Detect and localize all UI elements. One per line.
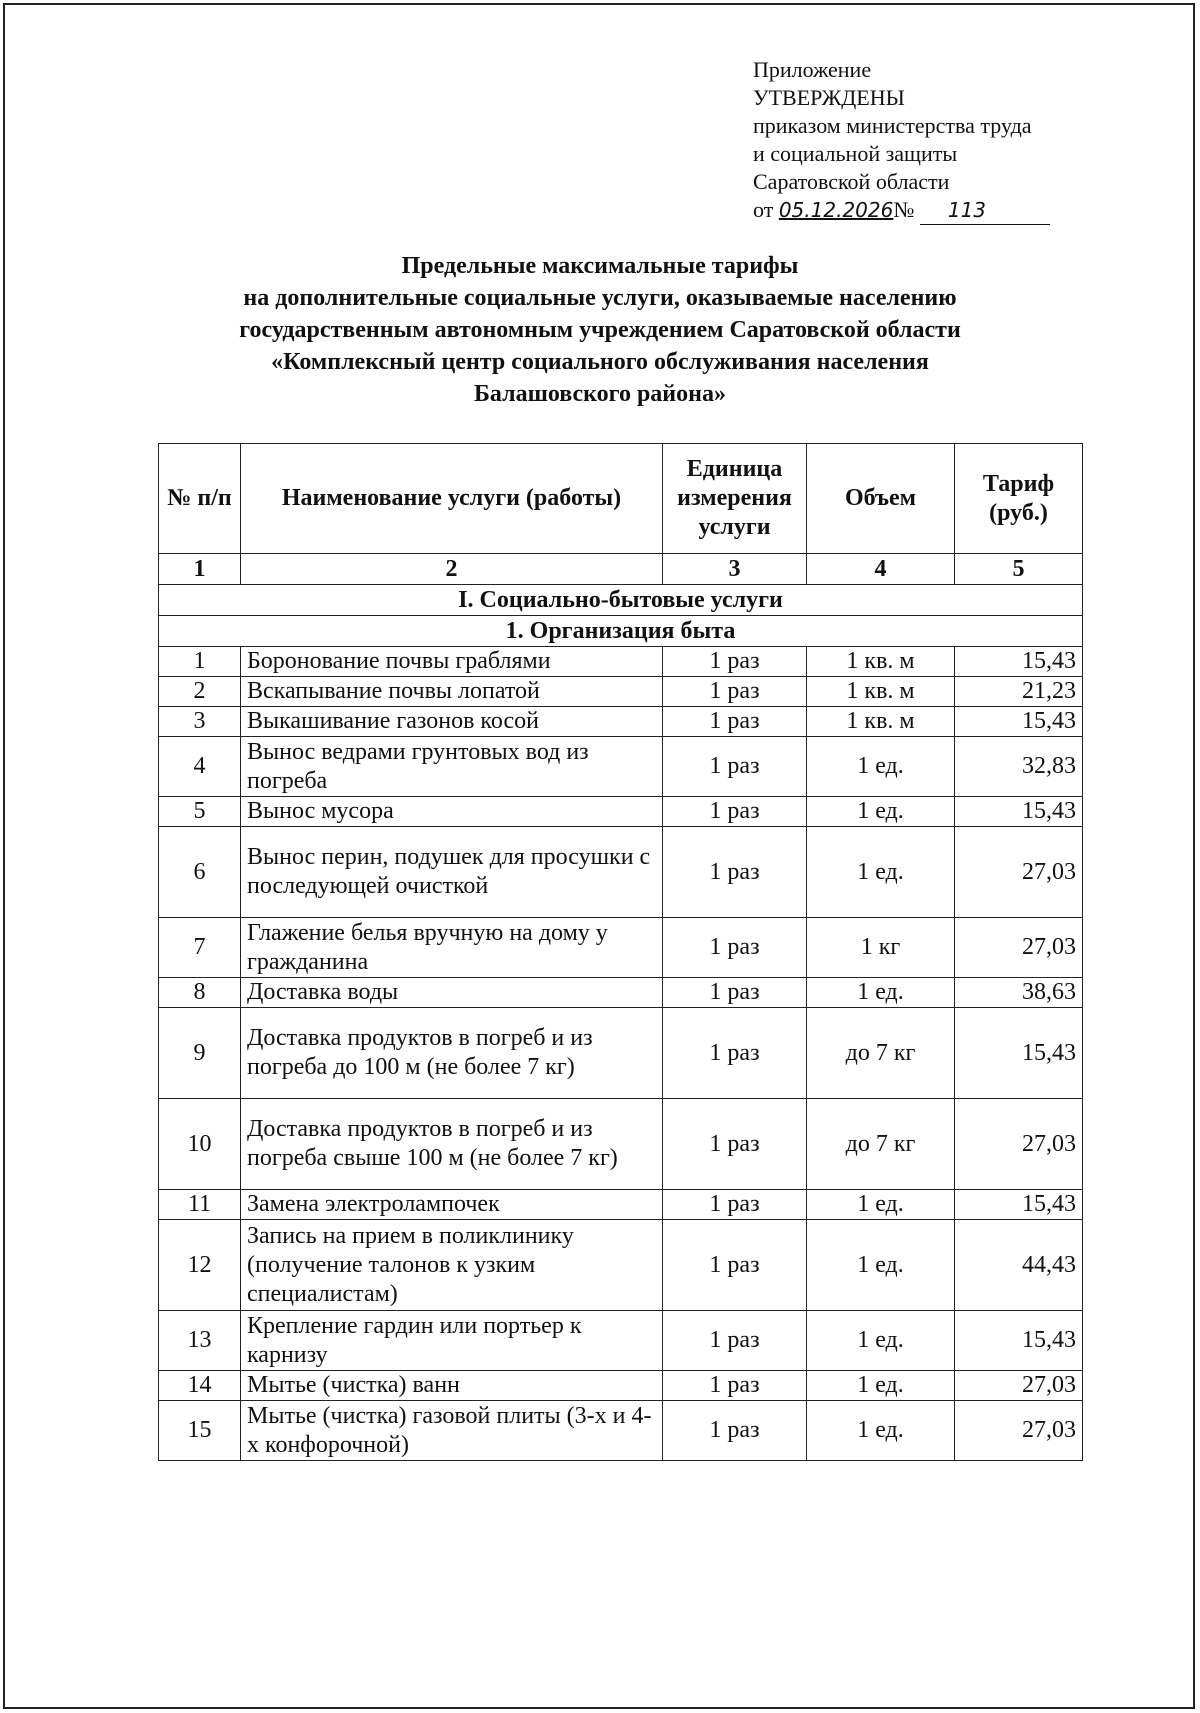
row-number: 11 — [159, 1190, 241, 1220]
unit-cell: 1 раз — [663, 1401, 807, 1461]
volume-cell: до 7 кг — [807, 1099, 955, 1190]
volume-cell: 1 ед. — [807, 1371, 955, 1401]
service-name: Мытье (чистка) ванн — [241, 1371, 663, 1401]
price-cell: 44,43 — [955, 1220, 1083, 1311]
column-number: 2 — [241, 554, 663, 585]
title-line-2: на дополнительные социальные услуги, оказываемые населению — [243, 285, 957, 311]
title-line-3: государственным автономным учреждением Саратовской области — [239, 317, 961, 343]
row-number: 4 — [159, 737, 241, 797]
table-row — [159, 1008, 1083, 1099]
table-row — [159, 797, 1083, 827]
price-cell: 15,43 — [955, 1190, 1083, 1220]
order-number: 113 — [920, 196, 1050, 225]
header-num: № п/п — [159, 444, 241, 554]
column-number: 4 — [807, 554, 955, 585]
header-volume: Объем — [807, 444, 955, 554]
date-prefix: от — [753, 197, 774, 222]
row-number: 6 — [159, 827, 241, 918]
volume-cell: 1 ед. — [807, 827, 955, 918]
unit-cell: 1 раз — [663, 1220, 807, 1311]
table-row — [159, 677, 1083, 707]
row-number: 5 — [159, 797, 241, 827]
subsection-row — [159, 616, 1083, 647]
row-number: 3 — [159, 707, 241, 737]
unit-cell: 1 раз — [663, 827, 807, 918]
row-number: 15 — [159, 1401, 241, 1461]
volume-cell: до 7 кг — [807, 1008, 955, 1099]
table-row — [159, 918, 1083, 978]
region-label: Саратовской области — [753, 169, 950, 194]
table-row — [159, 1401, 1083, 1461]
price-cell: 15,43 — [955, 647, 1083, 677]
column-number: 1 — [159, 554, 241, 585]
unit-cell: 1 раз — [663, 1371, 807, 1401]
service-name: Вскапывание почвы лопатой — [241, 677, 663, 707]
volume-cell: 1 ед. — [807, 737, 955, 797]
table-row — [159, 707, 1083, 737]
unit-cell: 1 раз — [663, 797, 807, 827]
tariff-table — [158, 443, 1083, 1461]
volume-cell: 1 ед. — [807, 978, 955, 1008]
table-row — [159, 1190, 1083, 1220]
service-name: Боронование почвы граблями — [241, 647, 663, 677]
unit-cell: 1 раз — [663, 978, 807, 1008]
row-number: 13 — [159, 1311, 241, 1371]
table-row — [159, 737, 1083, 797]
volume-cell: 1 ед. — [807, 1220, 955, 1311]
unit-cell: 1 раз — [663, 1099, 807, 1190]
appendix-label: Приложение — [753, 57, 872, 82]
price-cell: 15,43 — [955, 1008, 1083, 1099]
price-cell: 15,43 — [955, 1311, 1083, 1371]
approved-label: УТВЕРЖДЕНЫ — [753, 85, 905, 110]
unit-cell: 1 раз — [663, 737, 807, 797]
row-number: 12 — [159, 1220, 241, 1311]
unit-cell: 1 раз — [663, 1008, 807, 1099]
unit-cell: 1 раз — [663, 918, 807, 978]
title-line-4: «Комплексный центр социального обслуживания населения — [271, 349, 929, 375]
price-cell: 27,03 — [955, 1401, 1083, 1461]
table-row — [159, 827, 1083, 918]
row-number: 10 — [159, 1099, 241, 1190]
column-number-row — [159, 554, 1083, 585]
column-number: 3 — [663, 554, 807, 585]
volume-cell: 1 ед. — [807, 1401, 955, 1461]
price-cell: 27,03 — [955, 1371, 1083, 1401]
order-date: 05.12.2026 — [778, 198, 894, 222]
volume-cell: 1 кг — [807, 918, 955, 978]
approval-block — [753, 56, 1050, 225]
order-date-line — [753, 196, 1050, 225]
table-row — [159, 1311, 1083, 1371]
unit-cell: 1 раз — [663, 677, 807, 707]
table-row — [159, 647, 1083, 677]
order-label: приказом министерства труда — [753, 113, 1032, 138]
row-number: 2 — [159, 677, 241, 707]
price-cell: 15,43 — [955, 797, 1083, 827]
price-cell: 15,43 — [955, 707, 1083, 737]
volume-cell: 1 кв. м — [807, 647, 955, 677]
row-number: 7 — [159, 918, 241, 978]
unit-cell: 1 раз — [663, 647, 807, 677]
service-name: Доставка продуктов в погреб и из погреба до 100 м (не более 7 кг) — [241, 1008, 663, 1099]
table-row — [159, 978, 1083, 1008]
price-cell: 27,03 — [955, 918, 1083, 978]
service-name: Запись на прием в поликлинику (получение талонов к узким специалистам) — [241, 1220, 663, 1311]
service-name: Крепление гардин или портьер к карнизу — [241, 1311, 663, 1371]
service-name: Доставка воды — [241, 978, 663, 1008]
volume-cell: 1 кв. м — [807, 707, 955, 737]
row-number: 1 — [159, 647, 241, 677]
service-name: Глажение белья вручную на дому у гражданина — [241, 918, 663, 978]
service-name: Мытье (чистка) газовой плиты (3-х и 4-х конфорочной) — [241, 1401, 663, 1461]
volume-cell: 1 ед. — [807, 1311, 955, 1371]
service-name: Вынос перин, подушек для просушки с последующей очисткой — [241, 827, 663, 918]
table-row — [159, 1371, 1083, 1401]
price-cell: 32,83 — [955, 737, 1083, 797]
service-name: Доставка продуктов в погреб и из погреба свыше 100 м (не более 7 кг) — [241, 1099, 663, 1190]
ministry-label: и социальной защиты — [753, 141, 958, 166]
title-line-1: Предельные максимальные тарифы — [401, 253, 799, 279]
number-prefix: № — [893, 197, 915, 222]
price-cell: 21,23 — [955, 677, 1083, 707]
volume-cell: 1 ед. — [807, 1190, 955, 1220]
section-row — [159, 585, 1083, 616]
section-title: I. Социально-бытовые услуги — [159, 585, 1083, 616]
table-row — [159, 1099, 1083, 1190]
column-number: 5 — [955, 554, 1083, 585]
header-unit: Единица измерения услуги — [663, 444, 807, 554]
service-name: Вынос ведрами грунтовых вод из погреба — [241, 737, 663, 797]
service-name: Замена электролампочек — [241, 1190, 663, 1220]
unit-cell: 1 раз — [663, 1311, 807, 1371]
row-number: 14 — [159, 1371, 241, 1401]
volume-cell: 1 кв. м — [807, 677, 955, 707]
table-row — [159, 1220, 1083, 1311]
service-name: Выкашивание газонов косой — [241, 707, 663, 737]
document-title — [150, 250, 1050, 410]
unit-cell: 1 раз — [663, 1190, 807, 1220]
price-cell: 27,03 — [955, 827, 1083, 918]
table-header-row — [159, 444, 1083, 554]
row-number: 8 — [159, 978, 241, 1008]
header-name: Наименование услуги (работы) — [241, 444, 663, 554]
unit-cell: 1 раз — [663, 707, 807, 737]
price-cell: 27,03 — [955, 1099, 1083, 1190]
volume-cell: 1 ед. — [807, 797, 955, 827]
header-price: Тариф (руб.) — [955, 444, 1083, 554]
price-cell: 38,63 — [955, 978, 1083, 1008]
service-name: Вынос мусора — [241, 797, 663, 827]
subsection-title: 1. Организация быта — [159, 616, 1083, 647]
title-line-5: Балашовского района» — [474, 381, 726, 407]
row-number: 9 — [159, 1008, 241, 1099]
